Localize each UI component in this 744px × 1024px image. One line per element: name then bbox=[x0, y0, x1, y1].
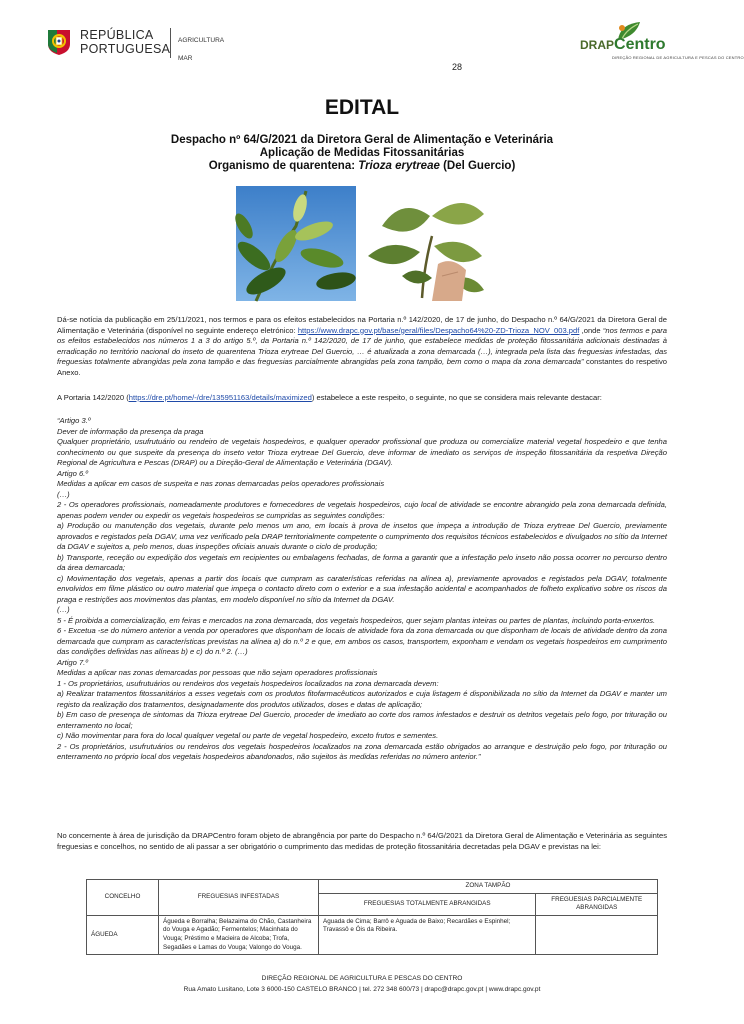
quote-line: b) Transporte, receção ou expedição dos vegetais em recipientes ou embalagens fechadas, de forma a garantir que a infestação pelo inseto não possa ocorrer no percurso dentro da área demarcada; bbox=[57, 552, 667, 572]
quote-line: Medidas a aplicar em casos de suspeita e nas zonas demarcadas pelos operadores profissionais bbox=[57, 479, 385, 488]
subtitle-medidas: Aplicação de Medidas Fitossanitárias bbox=[259, 147, 465, 159]
table-header-row bbox=[87, 880, 658, 894]
quote-line: a) Produção ou manutenção dos vegetais, durante pelo menos um ano, em locais à prova de insetos que impeça a introdução de Trioza erytreae Del Guercio, previamente aprovados e registados pela DGAV, uma vez verificado pela DRAP territorialmente competente o cumprimento dos requisitos técnicos estabelecidos e divulgados no sítio da Internet da DGAV e sujeitos a, pelo menos, duas inspeções oficiais anuais durante o ciclo de produção; bbox=[57, 521, 667, 551]
republic-line-1: REPÚBLICA bbox=[80, 28, 154, 42]
drap-name bbox=[580, 36, 666, 54]
drap-centro-logo bbox=[580, 20, 744, 64]
quote-line: (…) bbox=[57, 605, 70, 614]
quote-line: 5 - É proibida a comercialização, em feiras e mercados na zona demarcada, dos vegetais hospedeiros, quer sejam plantas inteiras ou partes de plantas, incluindo porta-enxertos. bbox=[57, 615, 656, 625]
jurisdiction-paragraph: No concernente à área de jurisdição da DRAPCentro foram objeto de abrangência por parte do Despacho n.º 64/G/2021 da Diretora Geral de Alimentação e Veterinária as seguintes freguesias e concelhos, no sentido de ali passar a ser obrigatório o cumprimento das medidas de proteção fitossanitária decretadas pela DGAV e previstas na lei: bbox=[57, 831, 667, 851]
quote-line: Medidas a aplicar nas zonas demarcadas por pessoas que não sejam operadores profissionais bbox=[57, 668, 378, 677]
cell-totalmente: Aguada de Cima; Barrô e Aguada de Baixo; Recardães e Espinhel; Travassô e Óis da Ribeira. bbox=[319, 915, 536, 954]
republica-portuguesa-text bbox=[80, 28, 170, 56]
footer-contacts: Rua Amato Lusitano, Lote 3 6000-150 CASTELO BRANCO | tel. 272 348 600/73 | drapc@drapc.gov.pt | www.drapc.gov.pt bbox=[183, 986, 541, 993]
portaria-quote bbox=[57, 416, 667, 763]
despacho-pdf-link[interactable]: https://www.drapc.gov.pt/base/geral/files/Despacho64%20-ZD-Trioza_NOV_003.pdf bbox=[297, 325, 580, 335]
drap-subtitle: DIREÇÃO REGIONAL DE AGRICULTURA E PESCAS DO CENTRO bbox=[612, 55, 744, 60]
subtitle-despacho: Despacho nº 64/G/2021 da Diretora Geral de Alimentação e Veterinária bbox=[170, 134, 554, 146]
quote-line: “Artigo 3.º bbox=[57, 416, 91, 425]
quote-line: (…) bbox=[57, 489, 70, 499]
quote-line: 6 - Excetua -se do número anterior a venda por operadores que disponham de locais de atividade fora da zona demarcada ou que disponham de locais de atividade dentro da zona demarcada que cumpram as características previstas na alínea a) do n.º 2 e que, em ambos os casos, transportem, exponham e vendam os vegetais hospedeiros em cumprimento das condições definidas nas alíneas b) e c) do n.º 2. (…) bbox=[57, 626, 667, 656]
organismo-species: Trioza erytreae bbox=[358, 160, 440, 172]
page-number: 28 bbox=[452, 62, 463, 72]
quote-line: c) Movimentação dos vegetais, apenas a partir dos locais que cumpram as caraterísticas referidas na alínea a), previamente aprovados e registados pela DGAV, totalmente envolvidos em filme plástico ou outro material que impeça o contacto direto com o exterior e a sua infestação acidental e acompanhados de folheto explicativo sobre os riscos da praga e restrições aos movimentos das plantas, em modelo disponível no sítio da Internet da DGAV. bbox=[57, 573, 667, 604]
organismo-suffix: (Del Guercio) bbox=[439, 160, 516, 172]
footer-org-name: DIREÇÃO REGIONAL DE AGRICULTURA E PESCAS DO CENTRO bbox=[261, 975, 463, 982]
quote-line: 2 - Os operadores profissionais, nomeadamente produtores e fornecedores de vegetais hospedeiros, cujo local de atividade se encontre abrangido pela zona demarcada definida, apenas podem vender ou expedir os vegetais hospedeiros se cumpridas as seguintes condições: bbox=[57, 500, 667, 520]
portaria-paragraph bbox=[57, 393, 667, 404]
quote-line: c) Não movimentar para fora do local qualquer vegetal ou parte de vegetal hospedeiro, exceto frutos e sementes. bbox=[57, 731, 439, 740]
portaria-text-a: A Portaria 142/2020 ( bbox=[57, 393, 129, 402]
intro-paragraph bbox=[57, 315, 667, 378]
intro-text-a: Dá-se notícia da publicação em 25/11/2021, nos termos e para os efeitos estabelecidos na Portaria n.º 142/2020, de 17 de junho, do Despacho n.º 64/G/2021 da Diretora Geral de Alimentação e Veterinária (disponível no seguinte endereço eletrónico: bbox=[57, 315, 667, 335]
page-footer bbox=[0, 973, 724, 995]
intro-quote: “nos termos e para os efeitos estabelecidos nos números 1 a 3 do artigo 5.º, da Portaria n.º 142/2020, de 17 de junho, que estabelece medidas de proteção fitossanitária adicionais destinadas à erradicação no território nacional do inseto de quarentena Trioza erytreae Del Guercio, … é atualizada a zona demarcada (…), integrada pela lista das freguesias infestadas, das freguesias totalmente abrangidas pela zona tampão e das freguesias parcialmente abrangidas pela zona tampão, bem como o mapa da zona demarcada” bbox=[57, 325, 667, 366]
portaria-text-b: ) estabelece a este respeito, o seguinte, no que se considera mais relevante destacar: bbox=[311, 393, 602, 402]
page-title: EDITAL bbox=[324, 96, 400, 119]
portuguese-emblem-icon bbox=[46, 26, 72, 56]
cell-concelho: ÁGUEDA bbox=[87, 915, 159, 954]
drap-prefix: DRAP bbox=[580, 38, 615, 52]
quote-line: a) Realizar tratamentos fitossanitários a esses vegetais com os produtos fitofarmacêuticos autorizados e cuja listagem é disponibilizada no sítio da Internet da DGAV e manter um registo da realização dos tratamentos, designadamente dos produtos utilizados, doses e datas de aplicação; bbox=[57, 689, 667, 709]
cell-infestadas: Águeda e Borralha; Belazaima do Chão, Castanheira do Vouga e Agadão; Fermentelos; Macinhata do Vouga; Préstimo e Macieira de Alcoba; Trofa, Segadães e Lamas do Vouga; Valongo do Vouga. bbox=[159, 915, 319, 954]
col-zona-tampao-header: ZONA TAMPÃO bbox=[319, 880, 658, 894]
quote-line: Artigo 7.º bbox=[57, 657, 89, 667]
drap-centro: Centro bbox=[614, 36, 666, 53]
intro-text-c: constantes do respetivo Anexo. bbox=[57, 357, 667, 377]
col-infestadas-header: FREGUESIAS INFESTADAS bbox=[159, 880, 319, 916]
logo-divider bbox=[170, 28, 171, 58]
quote-line: 1 - Os proprietários, usufrutuários ou rendeiros dos vegetais hospedeiros localizados na zona demarcada devem: bbox=[57, 678, 439, 688]
quote-line: 2 - Os proprietários, usufrutuários ou rendeiros dos vegetais hospedeiros localizados na zona demarcada estão obrigados ao arranque e destruição pelo fogo, por trituração ou enterramento no próprio local dos vegetais hospedeiros abandonados, não sujeitos às medidas referidas no número anterior.” bbox=[57, 741, 667, 761]
republica-portuguesa-logo bbox=[40, 22, 290, 70]
col-totalmente-header: FREGUESIAS TOTALMENTE ABRANGIDAS bbox=[319, 893, 536, 915]
quote-line: Qualquer proprietário, usufrutuário ou rendeiro de vegetais hospedeiros, e qualquer operador profissional que produza ou comercialize material vegetal hospedeiro e que tenha conhecimento ou que suspeite da presença do inseto vetor Trioza erytreae Del Guercio, deve informar de imediato os serviços de inspeção fitossanitária da respetiva Direção Regional de Agricultura e Pescas (DRAP) ou a Direção-Geral de Alimentação e Veterinária (DGAV). bbox=[57, 437, 667, 467]
quote-line: b) Em caso de presença de sintomas da Trioza erytreae Del Guercio, proceder de imediato ao corte dos ramos infestados e destruir os detritos vegetais pelo fogo, por trituração ou enterramento no local; bbox=[57, 710, 667, 730]
photo-citrus-shoots bbox=[236, 186, 356, 301]
quote-line: Artigo 6.º bbox=[57, 468, 89, 478]
cell-parcialmente bbox=[536, 915, 658, 954]
freguesias-table bbox=[86, 879, 658, 955]
intro-text-b: ,onde bbox=[579, 325, 603, 335]
ministry-agricultura: AGRICULTURA bbox=[178, 37, 225, 44]
portaria-dre-link[interactable]: https://dre.pt/home/-/dre/135951163/details/maximized bbox=[128, 393, 312, 402]
photo-infested-leaves bbox=[362, 186, 488, 301]
col-parcialmente-header: FREGUESIAS PARCIALMENTE ABRANGIDAS bbox=[536, 893, 658, 915]
republic-line-2: PORTUGUESA bbox=[80, 42, 171, 56]
ministries-list bbox=[178, 32, 224, 68]
table-row bbox=[87, 915, 658, 954]
subtitle-organismo bbox=[0, 160, 724, 173]
quote-line: Dever de informação da presença da praga bbox=[57, 426, 204, 436]
organismo-prefix: Organismo de quarentena: bbox=[208, 160, 359, 172]
ministry-mar: MAR bbox=[178, 55, 193, 62]
page-header bbox=[40, 20, 744, 70]
col-concelho-header: CONCELHO bbox=[87, 880, 159, 916]
